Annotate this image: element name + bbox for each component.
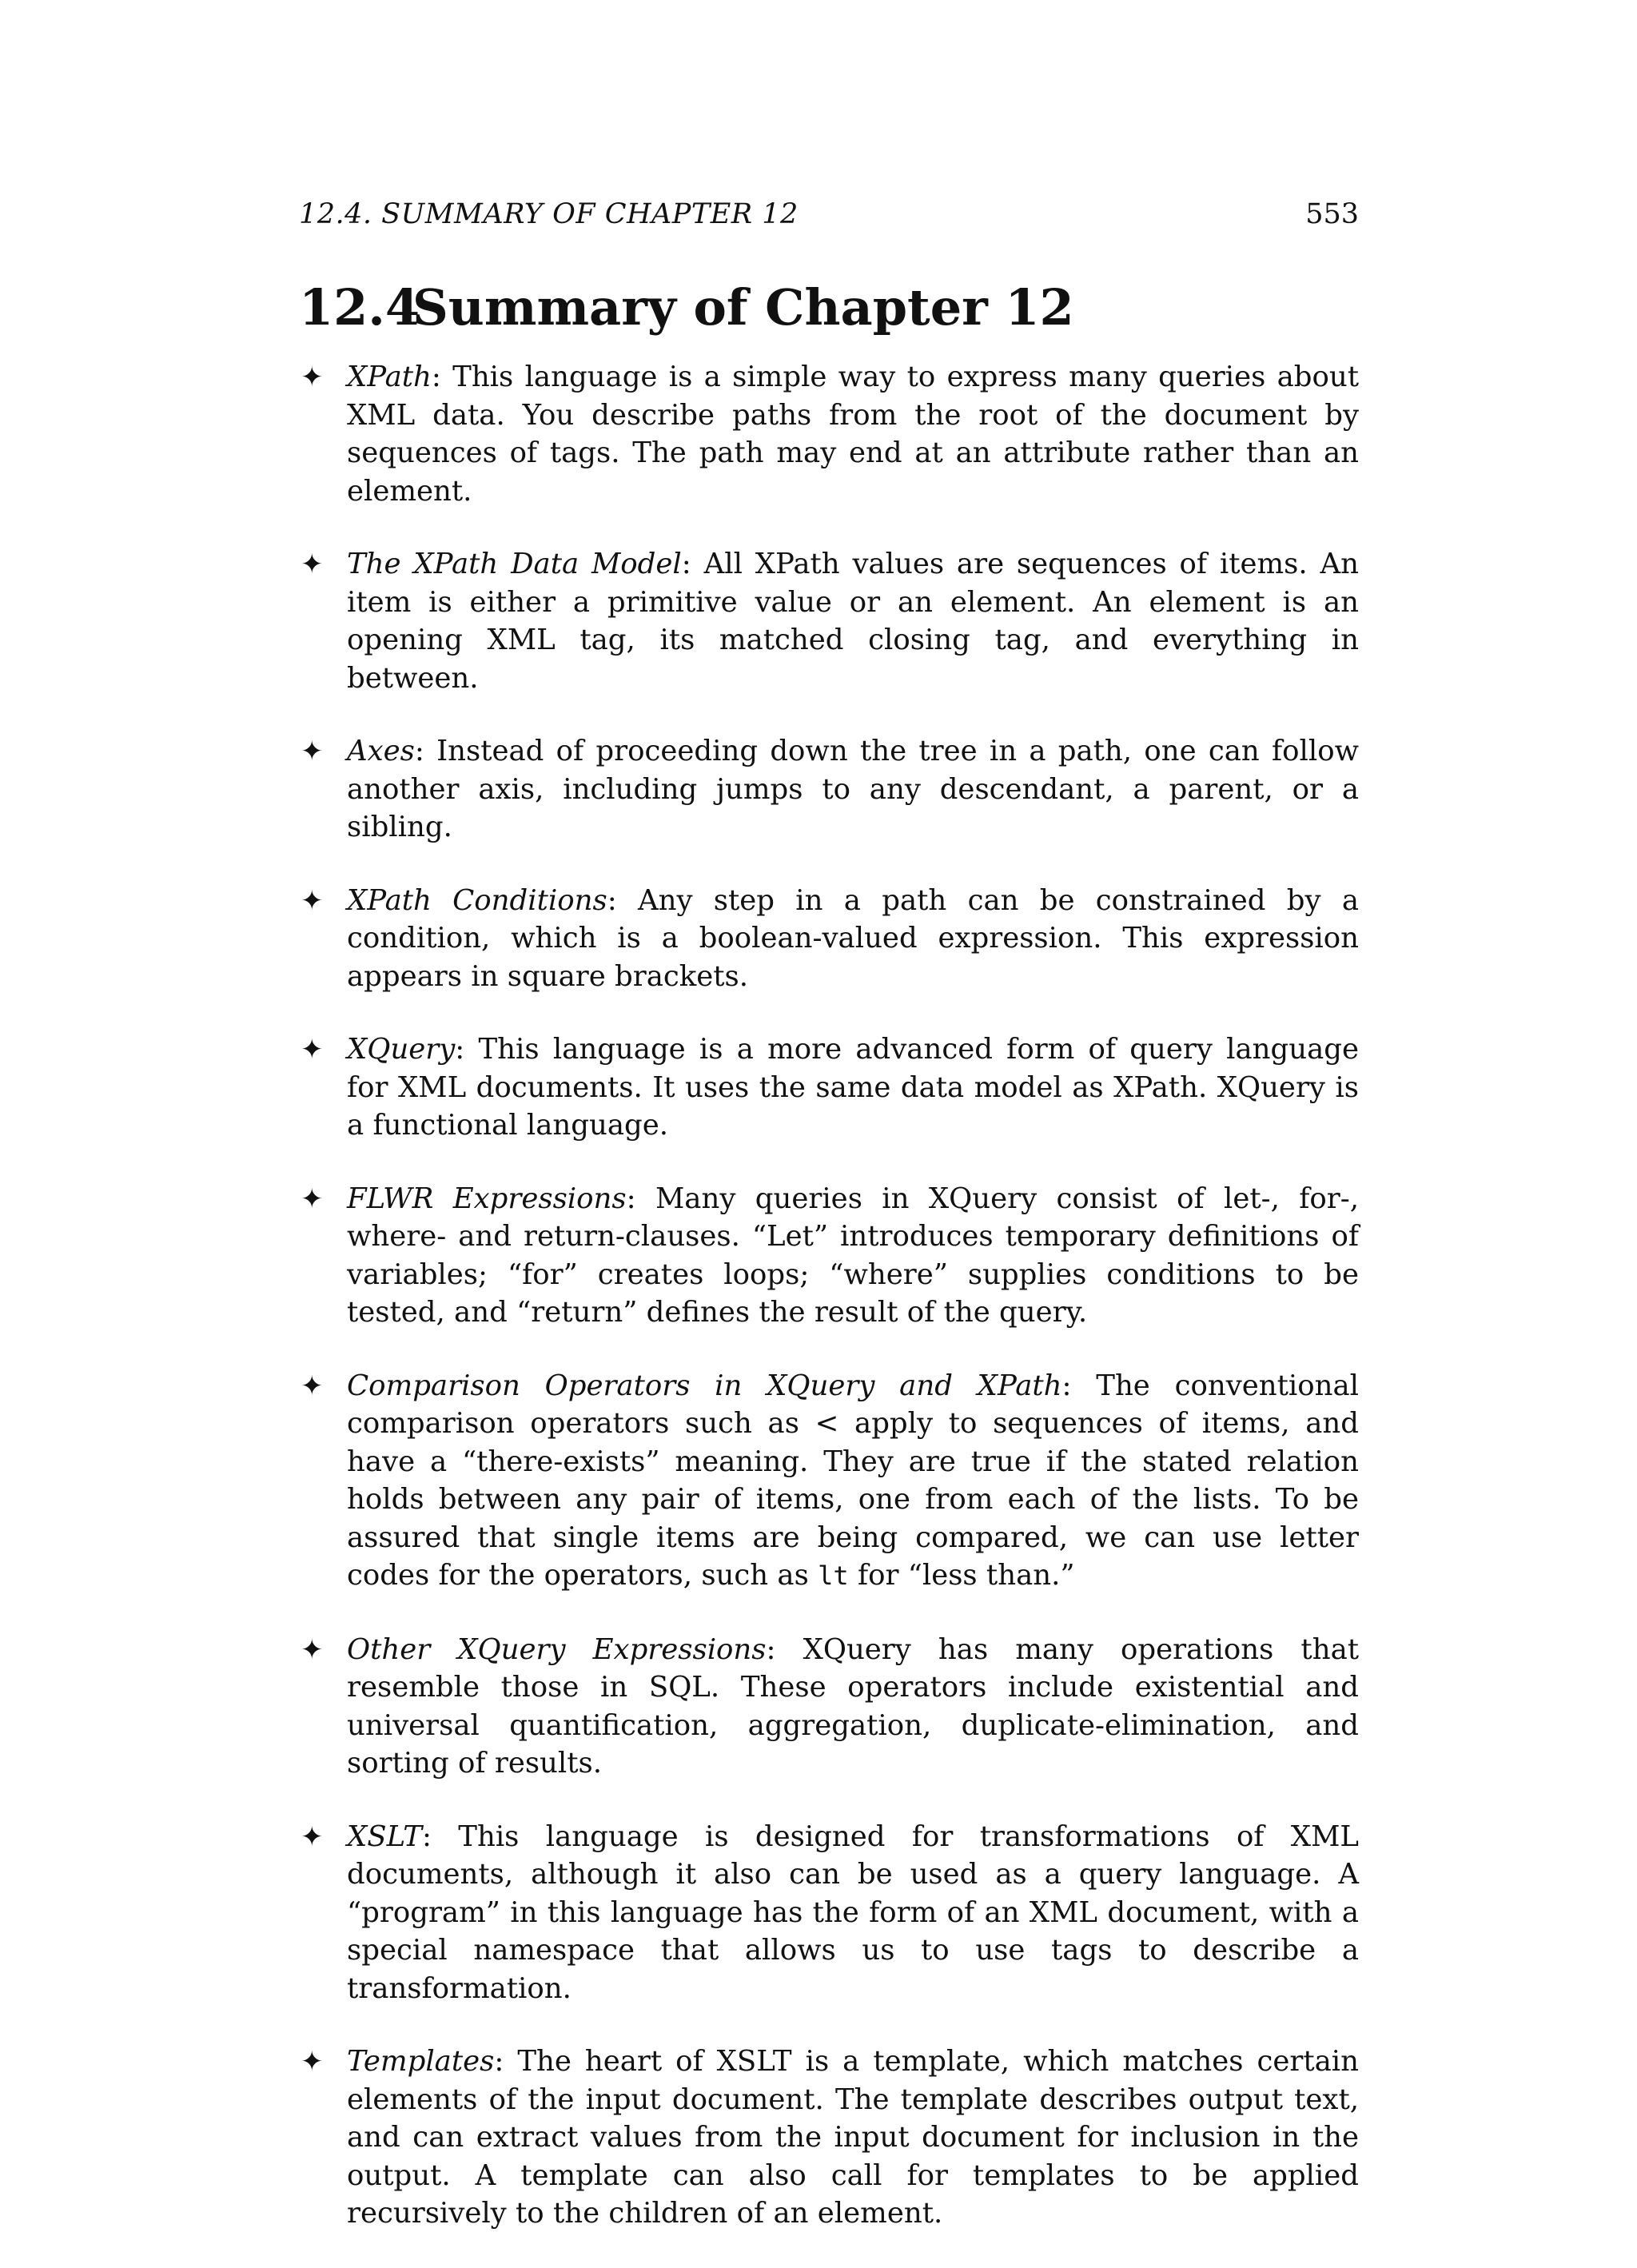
item-term: Comparison Operators in XQuery and XPath bbox=[347, 1369, 1062, 1402]
bullet-icon: ✦ bbox=[301, 361, 324, 393]
summary-item-flwr-expressions: ✦ FLWR Expressions: Many queries in XQuery consist of let-, for-, where- and return-clauses. “Let” introduces temporary definitions of variables; “for” creates loops; “where” supplies conditions to be tested, and “return” defines the result of the query. bbox=[301, 1182, 1360, 1329]
bullet-icon: ✦ bbox=[301, 1182, 324, 1215]
item-text: The heart of XSLT is a template, which matches certain elements of the input document. The template describes output text, and can extract values from the input document for inclusion in the output. A template can also call for templates to be applied recursively to the children of an element. bbox=[347, 2045, 1359, 2230]
page-number: 553 bbox=[1305, 198, 1359, 230]
item-text: Any step in a path can be constrained by a condition, which is a boolean-valued expression. This expression appears in square brackets. bbox=[347, 883, 1359, 993]
running-header bbox=[299, 198, 1359, 238]
bullet-icon: ✦ bbox=[301, 884, 324, 917]
summary-item-xpath-data-model: ✦ The XPath Data Model: All XPath values are sequences of items. An item is either a primitive value or an element. An element is an opening XML tag, its matched closing tag, and everything in between. bbox=[301, 548, 1360, 695]
item-term: XSLT bbox=[347, 1820, 422, 1853]
item-text: All XPath values are sequences of items. An item is either a primitive value or an element. An element is an opening XML tag, its matched closing tag, and everything in between. bbox=[347, 548, 1360, 695]
section-heading bbox=[299, 278, 1074, 337]
item-term: Other XQuery Expressions bbox=[347, 1632, 767, 1666]
bullet-icon: ✦ bbox=[301, 1369, 324, 1402]
section-title: Summary of Chapter 12 bbox=[412, 278, 1074, 337]
summary-item-xpath: ✦ XPath: This language is a simple way to express many queries about XML data. You describe paths from the root of the document by sequences of tags. The path may end at an attribute rather than an element. bbox=[301, 361, 1359, 508]
item-term: Templates bbox=[347, 2045, 495, 2078]
item-text: Many queries in XQuery consist of let-, for-, where- and return-clauses. “Let” introduces temporary definitions of variables; “for” creates loops; “where” supplies conditions to be tested, and “return” defines the result of the query. bbox=[347, 1182, 1360, 1329]
item-term: XQuery bbox=[347, 1033, 456, 1066]
summary-item-templates: ✦ Templates: The heart of XSLT is a template, which matches certain elements of the input document. The template describes output text, and can extract values from the input document for inclusion in the output. A template can also call for templates to be applied recursively to the children of an element. bbox=[301, 2045, 1359, 2230]
item-text: This language is a simple way to express many queries about XML data. You describe paths from the root of the document by sequences of tags. The path may end at an attribute rather than an element. bbox=[347, 361, 1359, 508]
bullet-icon: ✦ bbox=[301, 2046, 324, 2078]
item-term: FLWR Expressions bbox=[347, 1182, 627, 1215]
summary-item-xslt: ✦ XSLT: This language is designed for transformations of XML documents, although it also can be used as a query language. A “program” in this language has the form of an XML document, with a special namespace that allows us to use tags to describe a transformation. bbox=[301, 1820, 1360, 2005]
item-term: Axes bbox=[347, 735, 415, 767]
item-text: This language is designed for transformations of XML documents, although it also can be used as a query language. A “program” in this language has the form of an XML document, with a special namespace that allows us to use tags to describe a transformation. bbox=[347, 1820, 1360, 2005]
bullet-icon: ✦ bbox=[301, 735, 324, 767]
section-number: 12.4 bbox=[299, 278, 420, 337]
bullet-icon: ✦ bbox=[301, 1820, 324, 1853]
summary-item-comparison-operators: ✦ Comparison Operators in XQuery and XPath: The conventional comparison operators such as < apply to sequences of items, and have a “there-exists” meaning. They are true if the stated relation holds between any pair of items, one from each of the lists. To be assured that single items are being compared, we can use letter codes for the operators, such as lt for “less than.” bbox=[301, 1369, 1359, 1592]
summary-item-axes: ✦ Axes: Instead of proceeding down the tree in a path, one can follow another axis, including jumps to any descendant, a parent, or a sibling. bbox=[301, 735, 1359, 843]
item-text: This language is a more advanced form of query language for XML documents. It uses the same data model as XPath. XQuery is a functional language. bbox=[347, 1033, 1360, 1142]
item-term: The XPath Data Model bbox=[347, 548, 682, 580]
bullet-icon: ✦ bbox=[301, 548, 324, 580]
summary-list bbox=[299, 358, 1359, 2268]
summary-item-xquery: ✦ XQuery: This language is a more advanced form of query language for XML documents. It uses the same data model as XPath. XQuery is a functional language. bbox=[301, 1033, 1360, 1142]
bullet-icon: ✦ bbox=[301, 1034, 324, 1066]
item-term: XPath bbox=[347, 361, 432, 393]
item-text: Instead of proceeding down the tree in a path, one can follow another axis, including jumps to any descendant, a parent, or a sibling. bbox=[347, 735, 1359, 843]
summary-item-xpath-conditions: ✦ XPath Conditions: Any step in a path can be constrained by a condition, which is a boolean-valued expression. This expression appears in square brackets. bbox=[301, 883, 1359, 993]
summary-item-other-xquery-expressions: ✦ Other XQuery Expressions: XQuery has many operations that resemble those in SQL. These operators include existential and universal quantification, aggregation, duplicate-elimination, and sorting of results. bbox=[301, 1632, 1359, 1780]
item-text: XQuery has many operations that resemble those in SQL. These operators include existential and universal quantification, aggregation, duplicate-elimination, and sorting of results. bbox=[347, 1632, 1359, 1780]
item-text-after: for “less than.” bbox=[857, 1559, 1075, 1592]
item-term: XPath Conditions bbox=[347, 883, 607, 917]
item-text: The conventional comparison operators such as < apply to sequences of items, and have a “there-exists” meaning. They are true if the stated relation holds between any pair of items, one from each of the lists. To be assured that single items are being compared, we can use letter codes for the operators, such as bbox=[347, 1369, 1359, 1592]
running-title: 12.4. SUMMARY OF CHAPTER 12 bbox=[299, 198, 799, 230]
item-code: lt bbox=[818, 1560, 849, 1591]
bullet-icon: ✦ bbox=[301, 1633, 324, 1666]
